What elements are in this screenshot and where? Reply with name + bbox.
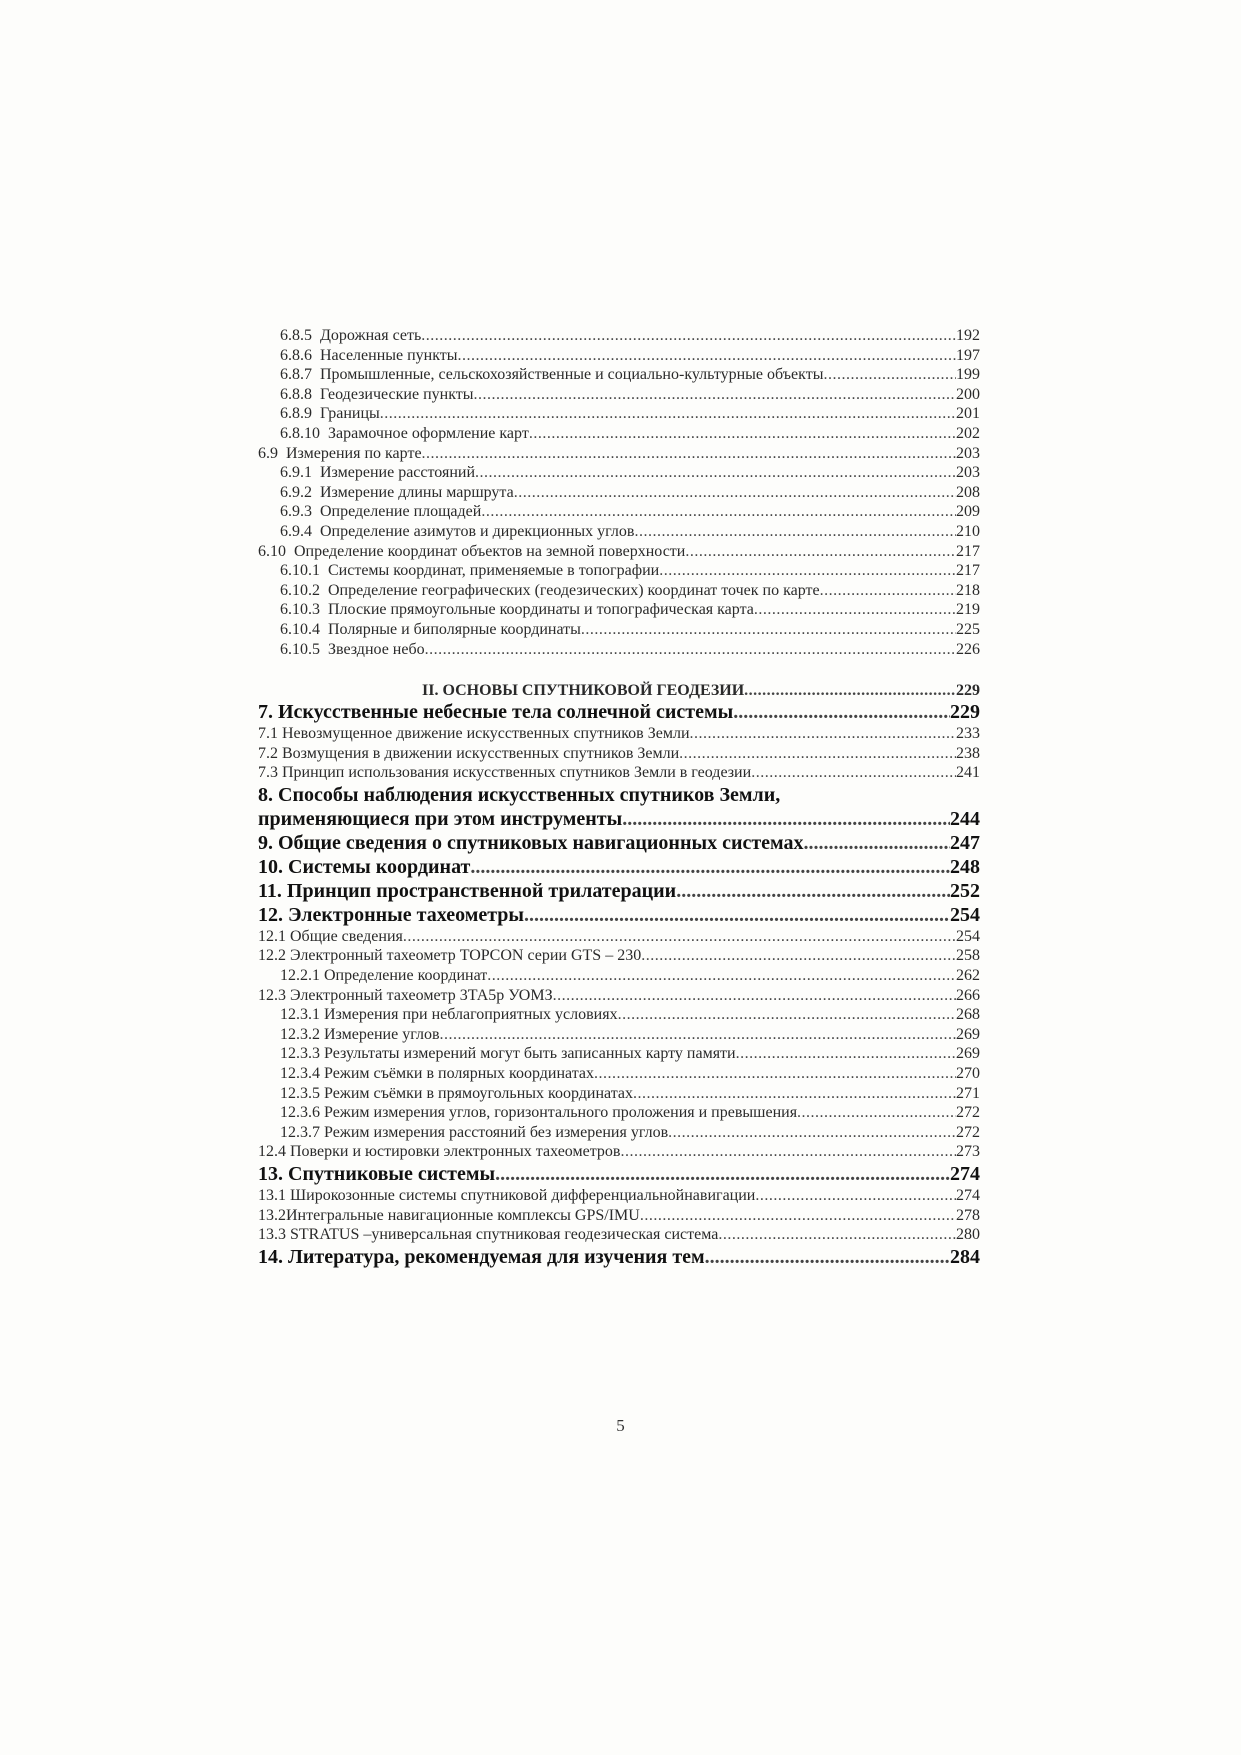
toc-entry: 6.10.5 Звездное небо ..... 226 [258, 640, 980, 660]
toc-entry: 12.2 Электронный тахеометр TOPCON серии GTS – 230 ..... 258 [258, 946, 980, 966]
toc-entry: 6.9.2 Измерение длины маршрута ..... 208 [258, 483, 980, 503]
toc-entry: 6.10.1 Системы координат, применяемые в топографии ..... 217 [258, 561, 980, 581]
toc-entry: 13.1 Широкозонные системы спутниковой дифференциальнойнавигации ..... 274 [258, 1186, 980, 1206]
toc-entry: 7.1 Невозмущенное движение искусственных спутников Земли ..... 233 [258, 724, 980, 744]
toc-part-heading: II. ОСНОВЫ СПУТНИКОВОЙ ГЕОДЕЗИИ ..... 229 [258, 680, 980, 700]
toc-chapter-line1: 8. Способы наблюдения искусственных спутников Земли, [258, 783, 781, 806]
page-number: 5 [616, 1416, 625, 1435]
toc-chapter: применяющиеся при этом инструменты ..... 244 [258, 807, 980, 831]
toc-chapter: 7. Искусственные небесные тела солнечной системы ..... 229 [258, 700, 980, 724]
toc-entry: 13.3 STRATUS –универсальная спутниковая геодезическая система ..... 280 [258, 1225, 980, 1245]
toc-chapter: 10. Системы координат ..... 248 [258, 855, 980, 879]
table-of-contents [258, 326, 980, 1269]
toc-chapter: 14. Литература, рекомендуемая для изучения тем ..... 284 [258, 1245, 980, 1269]
toc-entry: 6.8.5 Дорожная сеть ..... 192 [258, 326, 980, 346]
toc-chapter: 13. Спутниковые системы ..... 274 [258, 1162, 980, 1186]
toc-entry: 6.8.9 Границы ..... 201 [258, 404, 980, 424]
toc-entry: 12.3.5 Режим съёмки в прямоугольных координатах ..... 271 [258, 1084, 980, 1104]
toc-chapter: 9. Общие сведения о спутниковых навигационных системах ..... 247 [258, 831, 980, 855]
toc-entry: 6.8.6 Населенные пункты ..... 197 [258, 346, 980, 366]
toc-entry: 12.3.7 Режим измерения расстояний без измерения углов ..... 272 [258, 1123, 980, 1143]
toc-entry: 6.9 Измерения по карте ..... 203 [258, 444, 980, 464]
toc-entry: 12.3.2 Измерение углов ..... 269 [258, 1025, 980, 1045]
toc-entry: 13.2Интегральные навигационные комплексы GPS/IMU ..... 278 [258, 1206, 980, 1226]
toc-entry: 12.3.1 Измерения при неблагоприятных условиях ..... 268 [258, 1005, 980, 1025]
toc-entry: 12.1 Общие сведения ..... 254 [258, 927, 980, 947]
toc-entry: 6.10.4 Полярные и биполярные координаты ..... 225 [258, 620, 980, 640]
toc-entry: 12.3 Электронный тахеометр 3ТА5р УОМЗ ..... 266 [258, 986, 980, 1006]
toc-entry: 6.8.10 Зарамочное оформление карт ..... 202 [258, 424, 980, 444]
toc-entry: 7.3 Принцип использования искусственных спутников Земли в геодезии ..... 241 [258, 763, 980, 783]
toc-chapter: 12. Электронные тахеометры ..... 254 [258, 903, 980, 927]
toc-entry: 12.2.1 Определение координат ..... 262 [258, 966, 980, 986]
toc-entry: 6.9.3 Определение площадей ..... 209 [258, 502, 980, 522]
toc-entry: 12.3.3 Результаты измерений могут быть записанных карту памяти ..... 269 [258, 1044, 980, 1064]
toc-entry: 12.3.4 Режим съёмки в полярных координатах ..... 270 [258, 1064, 980, 1084]
toc-entry: 6.8.8 Геодезические пункты ..... 200 [258, 385, 980, 405]
toc-entry: 7.2 Возмущения в движении искусственных спутников Земли ..... 238 [258, 744, 980, 764]
toc-entry: 6.9.4 Определение азимутов и дирекционных углов ..... 210 [258, 522, 980, 542]
toc-entry: 12.4 Поверки и юстировки электронных тахеометров ..... 273 [258, 1142, 980, 1162]
toc-chapter: 11. Принцип пространственной трилатерации ..... 252 [258, 879, 980, 903]
toc-entry: 6.9.1 Измерение расстояний ..... 203 [258, 463, 980, 483]
toc-entry: 6.10 Определение координат объектов на земной поверхности ..... 217 [258, 542, 980, 562]
toc-entry: 6.10.3 Плоские прямоугольные координаты и топографическая карта ..... 219 [258, 600, 980, 620]
toc-entry: 6.8.7 Промышленные, сельскохозяйственные и социально-культурные объекты ..... 199 [258, 365, 980, 385]
toc-entry: 12.3.6 Режим измерения углов, горизонтального проложения и превышения ..... 272 [258, 1103, 980, 1123]
toc-entry: 6.10.2 Определение географических (геодезических) координат точек по карте ..... 218 [258, 581, 980, 601]
